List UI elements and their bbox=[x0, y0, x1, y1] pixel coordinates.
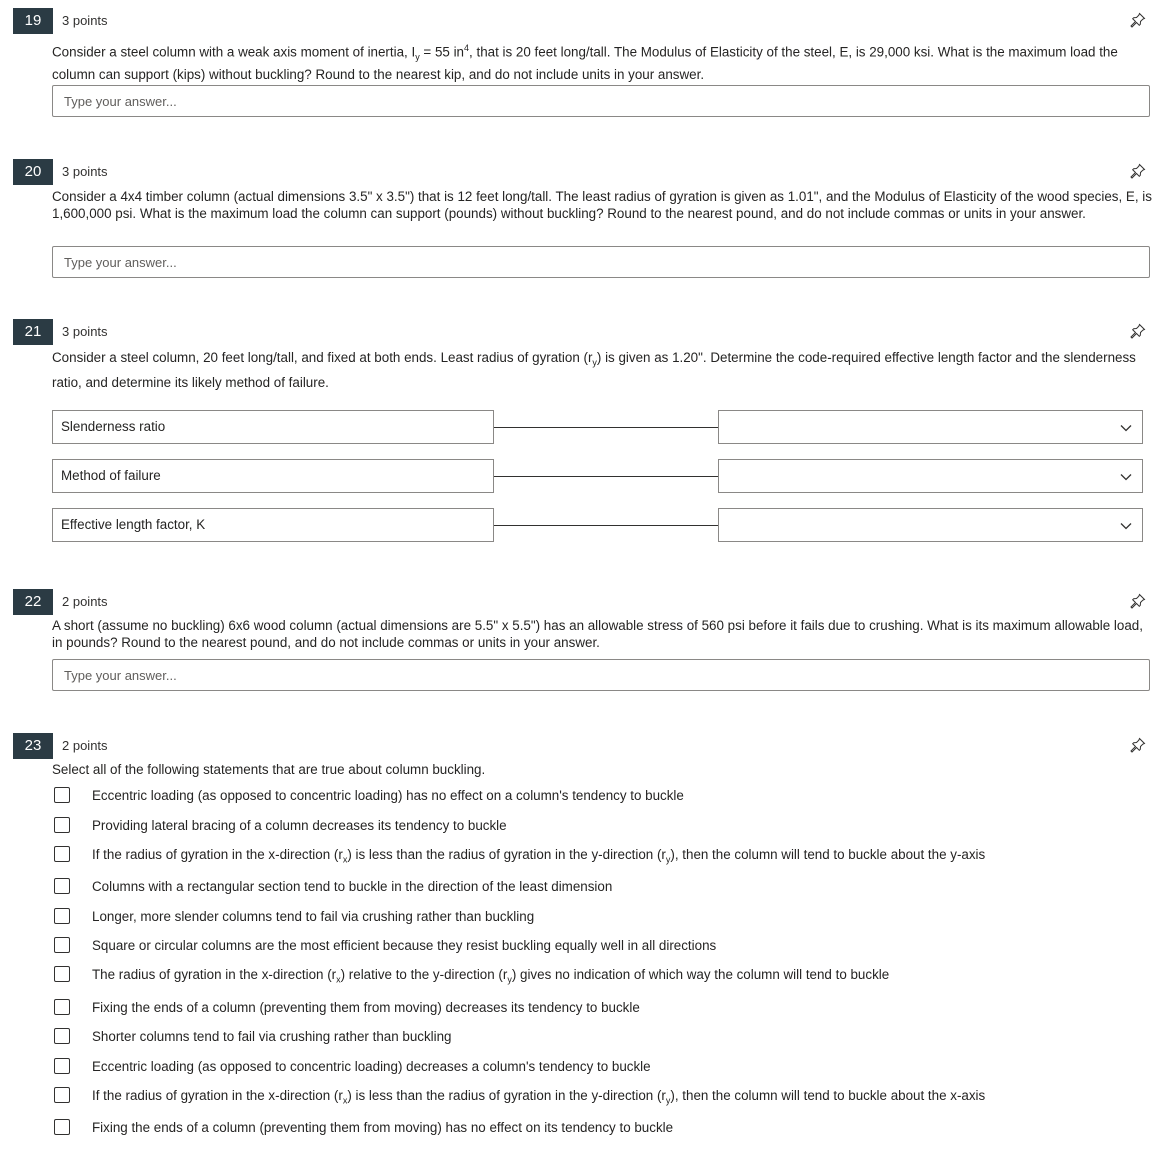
option-label: Columns with a rectangular section tend to buckle in the direction of the least dimension bbox=[92, 879, 613, 894]
question-number: 19 bbox=[13, 8, 53, 34]
option-label: Fixing the ends of a column (preventing them from moving) has no effect on its tendency to buckle bbox=[92, 1120, 674, 1135]
question-text: Select all of the following statements that are true about column buckling. bbox=[52, 762, 486, 777]
chevron-down-icon bbox=[1120, 520, 1132, 532]
checkbox[interactable] bbox=[54, 999, 70, 1015]
pin-icon[interactable] bbox=[1130, 593, 1146, 609]
checkbox-option[interactable] bbox=[52, 935, 1152, 957]
checkbox[interactable] bbox=[54, 937, 70, 953]
chevron-down-icon bbox=[1120, 471, 1132, 483]
match-connector bbox=[494, 525, 718, 526]
question-number: 20 bbox=[13, 159, 53, 185]
checkbox[interactable] bbox=[54, 908, 70, 924]
answer-input[interactable] bbox=[52, 659, 1150, 691]
question-points: 3 points bbox=[62, 13, 108, 28]
question-number: 21 bbox=[13, 319, 53, 345]
checkbox[interactable] bbox=[54, 846, 70, 862]
pin-icon[interactable] bbox=[1130, 12, 1146, 28]
checkbox[interactable] bbox=[54, 787, 70, 803]
checkbox-option[interactable] bbox=[52, 964, 1152, 986]
answer-input[interactable] bbox=[52, 246, 1150, 278]
question-text: Consider a steel column with a weak axis moment of inertia, $I_y = 55$ $in^4$, that is 20 feet long/tall. The Modulus of Elasticity of the steel, E, is 29,000 ksi. What is the maximum load the column can support (kips) without buckling? Round to the nearest kip, and do not include units in your answer. bbox=[52, 43, 1118, 83]
match-dropdown[interactable] bbox=[718, 459, 1143, 493]
checkbox-option[interactable] bbox=[52, 997, 1152, 1019]
question-points: 3 points bbox=[62, 164, 108, 179]
checkbox-option[interactable] bbox=[52, 1085, 1152, 1107]
question-text: Consider a 4x4 timber column (actual dimensions 3.5" x 3.5") that is 12 feet long/tall. The least radius of gyration is given as 1.01", and the Modulus of Elasticity of the wood species, E, is 1,600,000 psi. What is the maximum load the column can support (pounds) without buckling? Round to the nearest pound, and do not include commas or units in your answer. bbox=[52, 189, 1152, 221]
checkbox[interactable] bbox=[54, 1119, 70, 1135]
match-connector bbox=[494, 476, 718, 477]
question-number: 22 bbox=[13, 589, 53, 615]
pin-icon[interactable] bbox=[1130, 737, 1146, 753]
checkbox[interactable] bbox=[54, 817, 70, 833]
option-label: Shorter columns tend to fail via crushing rather than buckling bbox=[92, 1029, 452, 1044]
option-label: Eccentric loading (as opposed to concentric loading) decreases a column's tendency to buckle bbox=[92, 1059, 651, 1074]
match-label: Slenderness ratio bbox=[52, 410, 494, 444]
checkbox[interactable] bbox=[54, 966, 70, 982]
option-label: Providing lateral bracing of a column decreases its tendency to buckle bbox=[92, 818, 507, 833]
question-text: Consider a steel column, 20 feet long/tall, and fixed at both ends. Least radius of gyration $(r_y)$ is given as 1.20". Determine the code-required effective length factor and the slenderness ratio, and determine its likely method of failure. bbox=[52, 350, 1136, 390]
match-connector bbox=[494, 427, 718, 428]
option-label: Square or circular columns are the most efficient because they resist buckling equally well in all directions bbox=[92, 938, 717, 953]
checkbox[interactable] bbox=[54, 1028, 70, 1044]
option-label: If the radius of gyration in the x-direction $(r_x)$ is less than the radius of gyration in the y-direction $(r_y)$, then the column will tend to buckle about the y-axis bbox=[92, 847, 986, 865]
option-label: Fixing the ends of a column (preventing them from moving) decreases its tendency to buckle bbox=[92, 1000, 640, 1015]
question-points: 3 points bbox=[62, 324, 108, 339]
checkbox-option[interactable] bbox=[52, 844, 1152, 866]
answer-input[interactable] bbox=[52, 85, 1150, 117]
checkbox-option[interactable] bbox=[52, 785, 1152, 807]
checkbox-option[interactable] bbox=[52, 1117, 1152, 1139]
checkbox-option[interactable] bbox=[52, 815, 1152, 837]
question-points: 2 points bbox=[62, 594, 108, 609]
option-label: If the radius of gyration in the x-direction $(r_x)$ is less than the radius of gyration in the y-direction $(r_y)$, then the column will tend to buckle about the x-axis bbox=[92, 1088, 986, 1106]
checkbox[interactable] bbox=[54, 878, 70, 894]
checkbox-option[interactable] bbox=[52, 876, 1152, 898]
option-label: Longer, more slender columns tend to fail via crushing rather than buckling bbox=[92, 909, 535, 924]
chevron-down-icon bbox=[1120, 422, 1132, 434]
checkbox-option[interactable] bbox=[52, 906, 1152, 928]
pin-icon[interactable] bbox=[1130, 163, 1146, 179]
match-dropdown[interactable] bbox=[718, 508, 1143, 542]
match-label: Effective length factor, K bbox=[52, 508, 494, 542]
checkbox-option[interactable] bbox=[52, 1056, 1152, 1078]
option-label: Eccentric loading (as opposed to concentric loading) has no effect on a column's tendency to buckle bbox=[92, 788, 684, 803]
checkbox-option[interactable] bbox=[52, 1026, 1152, 1048]
match-label: Method of failure bbox=[52, 459, 494, 493]
question-points: 2 points bbox=[62, 738, 108, 753]
checkbox[interactable] bbox=[54, 1087, 70, 1103]
checkbox[interactable] bbox=[54, 1058, 70, 1074]
match-dropdown[interactable] bbox=[718, 410, 1143, 444]
pin-icon[interactable] bbox=[1130, 323, 1146, 339]
question-text: A short (assume no buckling) 6x6 wood column (actual dimensions are 5.5" x 5.5") has an allowable stress of 560 psi before it fails due to crushing. What is its maximum allowable load, in pounds? Round to the nearest pound, and do not include commas or units in your answer. bbox=[52, 618, 1143, 650]
question-number: 23 bbox=[13, 733, 53, 759]
option-label: The radius of gyration in the x-direction $(r_x)$ relative to the y-direction $(r_y)$ gives no indication of which way the column will tend to buckle bbox=[92, 967, 890, 985]
